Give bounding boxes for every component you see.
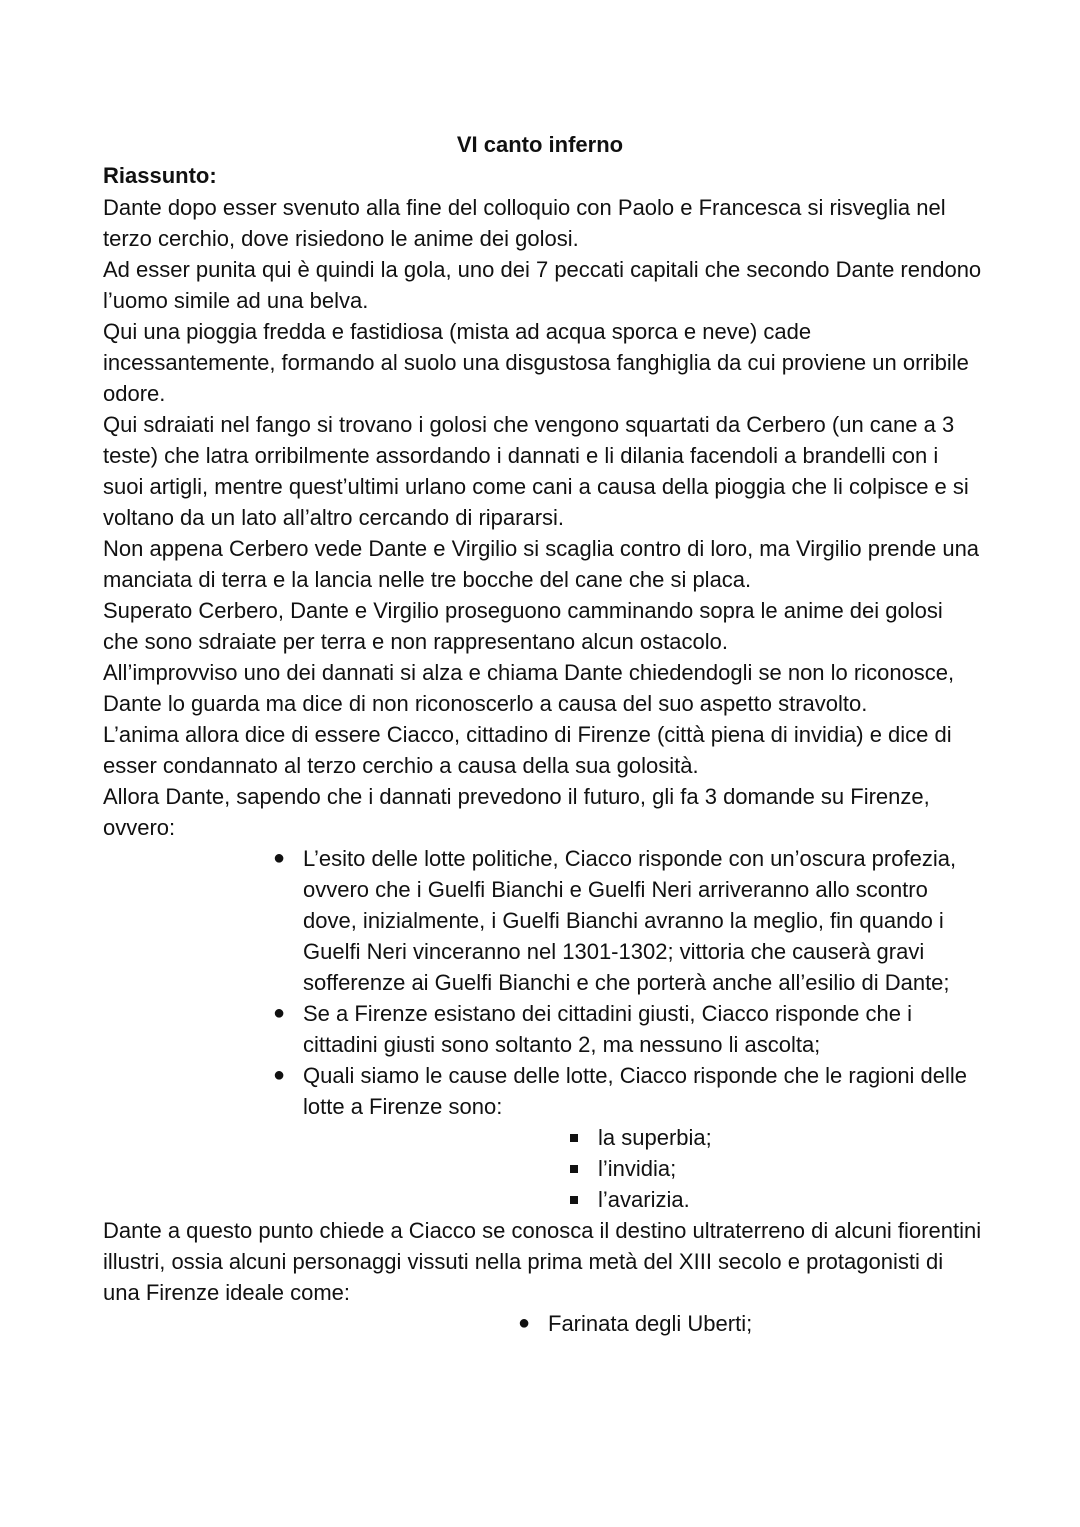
- paragraph: Qui una pioggia fredda e fastidiosa (mista ad acqua sporca e neve) cade incessantemente, formando al suolo una disgustosa fanghiglia da cui proviene un orribile odore.: [103, 319, 969, 406]
- square-bullet-icon: [570, 1165, 578, 1173]
- paragraph: Allora Dante, sapendo che i dannati prevedono il futuro, gli fa 3 domande su Firenze, ovvero:: [103, 784, 930, 840]
- closing-paragraph: Dante a questo punto chiede a Ciacco se conosca il destino ultraterreno di alcuni fiorentini illustri, ossia alcuni personaggi vissuti nella prima metà del XIII secolo e protagonisti di una Firenze ideale come:: [103, 1218, 982, 1305]
- list-item: [598, 1184, 983, 1215]
- list-item-text: Farinata degli Uberti;: [548, 1311, 753, 1336]
- list-item-text: l’invidia;: [598, 1156, 677, 1181]
- paragraph: Ad esser punita qui è quindi la gola, uno dei 7 peccati capitali che secondo Dante rendono l’uomo simile ad una belva.: [103, 257, 982, 313]
- document-body: [103, 192, 983, 1339]
- bullet-icon: ●: [273, 1002, 286, 1024]
- document-title: VI canto inferno: [456, 132, 624, 157]
- paragraph: All’improvviso uno dei dannati si alza e chiama Dante chiedendogli se non lo riconosce, Dante lo guarda ma dice di non riconoscerlo a causa del suo aspetto stravolto.: [103, 660, 955, 716]
- figures-list: [103, 1308, 983, 1339]
- paragraph: Qui sdraiati nel fango si trovano i golosi che vengono squartati da Cerbero (un cane a 3 teste) che latra orribilmente assordando i dannati e li dilania facendoli a brandelli con i suoi artigli, mentre quest’ultimi urlano come cani a causa della pioggia che li colpisce e si voltano da un lato all’altro cercando di ripararsi.: [103, 412, 969, 530]
- list-item: [598, 1153, 983, 1184]
- list-item: [273, 1060, 983, 1122]
- paragraph: L’anima allora dice di essere Ciacco, cittadino di Firenze (città piena di invidia) e dice di esser condannato al terzo cerchio a causa della sua golosità.: [103, 722, 952, 778]
- list-item-text: Quali siamo le cause delle lotte, Ciacco risponde che le ragioni delle lotte a Firenze sono:: [303, 1063, 968, 1119]
- square-bullet-icon: [570, 1196, 578, 1204]
- paragraph: Non appena Cerbero vede Dante e Virgilio si scaglia contro di loro, ma Virgilio prende una manciata di terra e la lancia nelle tre bocche del cane che si placa.: [103, 536, 980, 592]
- list-item-text: l’avarizia.: [598, 1187, 690, 1212]
- list-item: [518, 1308, 983, 1339]
- list-item: [598, 1122, 983, 1153]
- bullet-icon: ●: [518, 1312, 531, 1334]
- list-item: [273, 998, 983, 1060]
- paragraph: Dante dopo esser svenuto alla fine del colloquio con Paolo e Francesca si risveglia nel terzo cerchio, dove risiedono le anime dei golosi.: [103, 195, 946, 251]
- section-heading: Riassunto:: [103, 163, 217, 188]
- paragraph: Superato Cerbero, Dante e Virgilio proseguono camminando sopra le anime dei golosi che sono sdraiate per terra e non rappresentano alcun ostacolo.: [103, 598, 943, 654]
- list-item-text: L’esito delle lotte politiche, Ciacco risponde con un’oscura profezia, ovvero che i Guelfi Bianchi e Guelfi Neri arriveranno allo scontro dove, inizialmente, i Guelfi Bianchi avranno la meglio, fin quando i Guelfi Neri vinceranno nel 1301-1302; vittoria che causerà gravi sofferenze ai Guelfi Bianchi e che porterà anche all’esilio di Dante;: [303, 846, 957, 995]
- square-bullet-icon: [570, 1134, 578, 1142]
- list-item-text: la superbia;: [598, 1125, 712, 1150]
- list-item: [273, 843, 983, 998]
- bullet-icon: ●: [273, 1064, 286, 1086]
- causes-list: [103, 1122, 983, 1215]
- list-item-text: Se a Firenze esistano dei cittadini giusti, Ciacco risponde che i cittadini giusti sono soltanto 2, ma nessuno li ascolta;: [303, 1001, 912, 1057]
- bullet-icon: ●: [273, 847, 286, 869]
- questions-list: [103, 843, 983, 1122]
